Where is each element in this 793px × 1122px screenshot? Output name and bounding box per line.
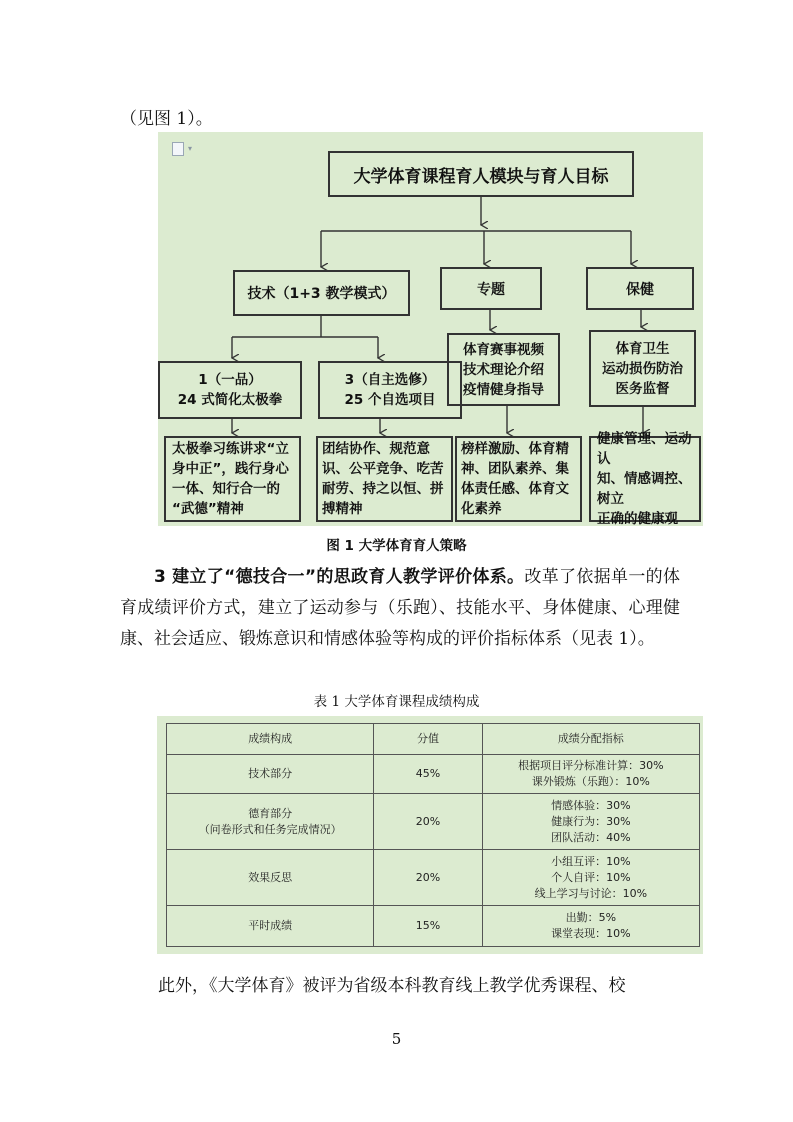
header-score: 分值: [374, 724, 482, 755]
dropdown-caret-icon: ▾: [188, 144, 193, 153]
cell-component: [167, 906, 374, 947]
grades-table: [166, 723, 700, 947]
table-caption: 表 1 大学体育课程成绩构成: [313, 694, 480, 710]
cell-score: 15%: [374, 906, 482, 947]
cell-component: [167, 850, 374, 906]
cell-score: 20%: [374, 850, 482, 906]
page-number: 5: [391, 1030, 402, 1048]
goal-box-care: [589, 431, 701, 527]
module-topic-label: 专题: [477, 281, 505, 298]
section-body: 改革了依据单一的体育成绩评价方式，建立了运动参与（乐跑）、技能水平、身体健康、心理健康、社会适应、锻炼意识和情感体验等构成的评价指标体系（见表 1）。: [120, 567, 681, 649]
indicator-line: 课堂表现：10%: [551, 927, 631, 940]
cell-component: [167, 755, 374, 794]
goal-topic-text: 榜样激励、体育精 神、团队素养、集 体责任感、体育文 化素养: [461, 441, 569, 517]
figure-title: 大学体育课程育人模块与育人目标: [353, 166, 609, 187]
goal-box-taiji: [164, 436, 301, 522]
module-tech-box: [233, 270, 410, 316]
cell-indicators: [482, 906, 699, 947]
table-row: [167, 755, 700, 794]
submodule-yipin-box: [158, 361, 302, 419]
goal-box-elective: [316, 436, 453, 522]
component-name: 效果反思: [248, 870, 293, 884]
tail-text: 此外，《大学体育》被评为省级本科教育线上教学优秀课程、校: [158, 976, 626, 996]
goal-taiji-text: 太极拳习练讲求“立 身中正”，践行身心 一体、知行合一的 “武德”精神: [172, 441, 289, 517]
goal-elective-text: 团结协作、规范意 识、公平竞争、吃苦 耐劳、持之以恒、拼 搏精神: [322, 441, 444, 517]
care-detail-label: 体育卫生 运动损伤防治 医务监督: [602, 340, 683, 397]
table-row: [167, 906, 700, 947]
cell-component: [167, 794, 374, 850]
module-care-label: 保健: [626, 281, 654, 298]
section-heading: 3 建立了“德技合一”的思政育人教学评价体系。: [154, 567, 525, 587]
module-care-box: [586, 267, 694, 310]
table-row: [167, 794, 700, 850]
table-header-row: [167, 724, 700, 755]
topic-detail-box: [447, 333, 560, 406]
care-detail-box: [589, 330, 696, 407]
indicator-line: 课外锻炼（乐跑）：10%: [531, 775, 650, 788]
cell-score: 45%: [374, 755, 482, 794]
cell-indicators: [482, 755, 699, 794]
cell-score: 20%: [374, 794, 482, 850]
lead-text: （见图 1）。: [120, 109, 213, 129]
cell-indicators: [482, 850, 699, 906]
indicator-line: 根据项目评分标准计算：30%: [518, 759, 664, 772]
submodule-zizhu-box: [318, 361, 462, 419]
table-row: [167, 850, 700, 906]
section-paragraph: [120, 562, 680, 655]
submodule-yipin-label: 1（一品） 24 式简化太极拳: [177, 372, 283, 408]
module-tech-label: 技术（1+3 教学模式）: [247, 286, 396, 302]
indicator-line: 团队活动：40%: [551, 830, 631, 844]
indicator-line: 线上学习与讨论：10%: [534, 886, 648, 900]
module-topic-box: [440, 267, 542, 310]
topic-detail-label: 体育赛事视频 技术理论介绍 疫情健身指导: [463, 341, 544, 398]
goal-box-topic: [455, 436, 582, 522]
indicator-line: 出勤：5%: [565, 911, 617, 924]
cell-indicators: [482, 794, 699, 850]
figure-caption: 图 1 大学体育育人策略: [326, 538, 467, 554]
goal-care-text: 健康管理、运动认 知、情感调控、树立 正确的健康观: [597, 431, 692, 527]
submodule-zizhu-label: 3（自主选修） 25 个自选项目: [344, 372, 436, 408]
figure-title-box: [328, 151, 634, 197]
header-component: 成绩构成: [167, 724, 374, 755]
header-indicators: 成绩分配指标: [482, 724, 699, 755]
component-note: （问卷形式和任务完成情况）: [198, 822, 342, 836]
indicator-line: 小组互评：10%: [551, 854, 631, 868]
component-name: 德育部分: [248, 806, 293, 820]
component-name: 平时成绩: [248, 919, 293, 932]
indicator-line: 情感体验：30%: [551, 798, 631, 812]
indicator-line: 个人自评：10%: [551, 870, 631, 884]
indicator-line: 健康行为：30%: [551, 814, 631, 828]
component-name: 技术部分: [248, 767, 293, 780]
